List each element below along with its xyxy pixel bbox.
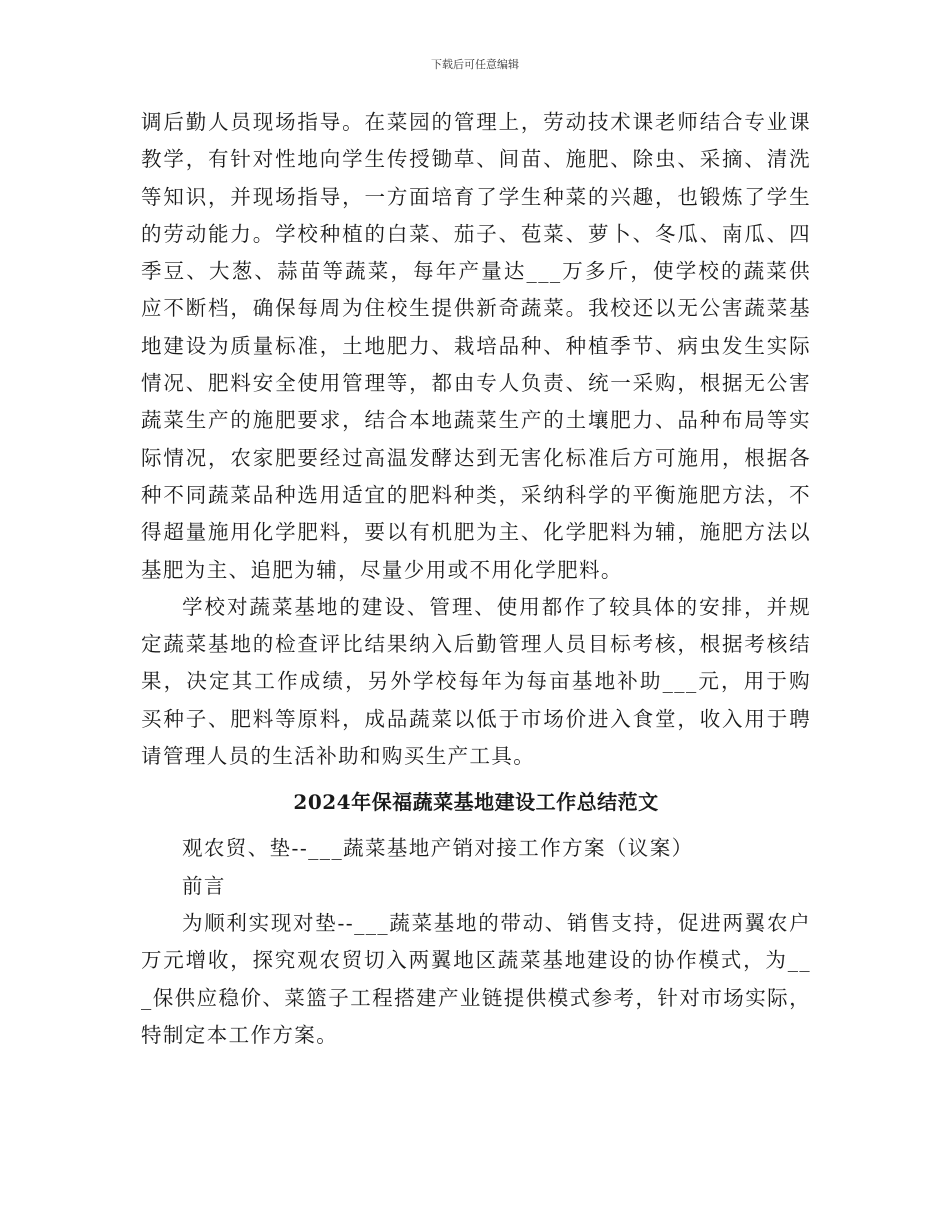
page-header: 下载后可任意编辑 xyxy=(431,58,519,71)
paragraph-vegetable-garden-management: 调后勤人员现场指导。在菜园的管理上，劳动技术课老师结合专业课教学，有针对性地向学生传授锄草、间苗、施肥、除虫、采摘、清洗等知识，并现场指导，一方面培育了学生种菜的兴趣，也锻炼了学生的劳动能力。学校种植的白菜、茄子、苞菜、萝卜、冬瓜、南瓜、四季豆、大葱、蒜苗等蔬菜，每年产量达___万多斤，使学校的蔬菜供应不断档，确保每周为住校生提供新奇蔬菜。我校还以无公害蔬菜基地建设为质量标准，土地肥力、栽培品种、种植季节、病虫发生实际情况、肥料安全使用管理等，都由专人负责、统一采购，根据无公害蔬菜生产的施肥要求，结合本地蔬菜生产的土壤肥力、品种布局等实际情况，农家肥要经过高温发酵达到无害化标准后方可施用，根据各种不同蔬菜品种选用适宜的肥料种类，采纳科学的平衡施肥方法，不得超量施用化学肥料，要以有机肥为主、化学肥料为辅，施肥方法以基肥为主、追肥为辅，尽量少用或不用化学肥料。 xyxy=(141,110,811,582)
document-body xyxy=(141,104,811,1054)
section-title: 2024年保福蔬菜基地建设工作总结范文 xyxy=(293,790,659,815)
paragraph-base-arrangement: 学校对蔬菜基地的建设、管理、使用都作了较具体的安排，并规定蔬菜基地的检查评比结果纳入后勤管理人员目标考核，根据考核结果，决定其工作成绩，另外学校每年为每亩基地补助___元，用于购买种子、肥料等原料，成品蔬菜以低于市场价进入食堂，收入用于聘请管理人员的生活补助和购买生产工具。 xyxy=(141,594,811,769)
paragraph-preface-heading: 前言 xyxy=(182,873,226,898)
paragraph-preface-body: 为顺利实现对垫--___蔬菜基地的带动、销售支持，促进两翼农户万元增收，探究观农贸切入两翼地区蔬菜基地建设的协作模式，为___保供应稳价、菜篮子工程搭建产业链提供模式参考，针对市场实际，特制定本工作方案。 xyxy=(141,910,811,1047)
paragraph-plan-title: 观农贸、垫--___蔬菜基地产销对接工作方案（议案） xyxy=(182,836,694,861)
